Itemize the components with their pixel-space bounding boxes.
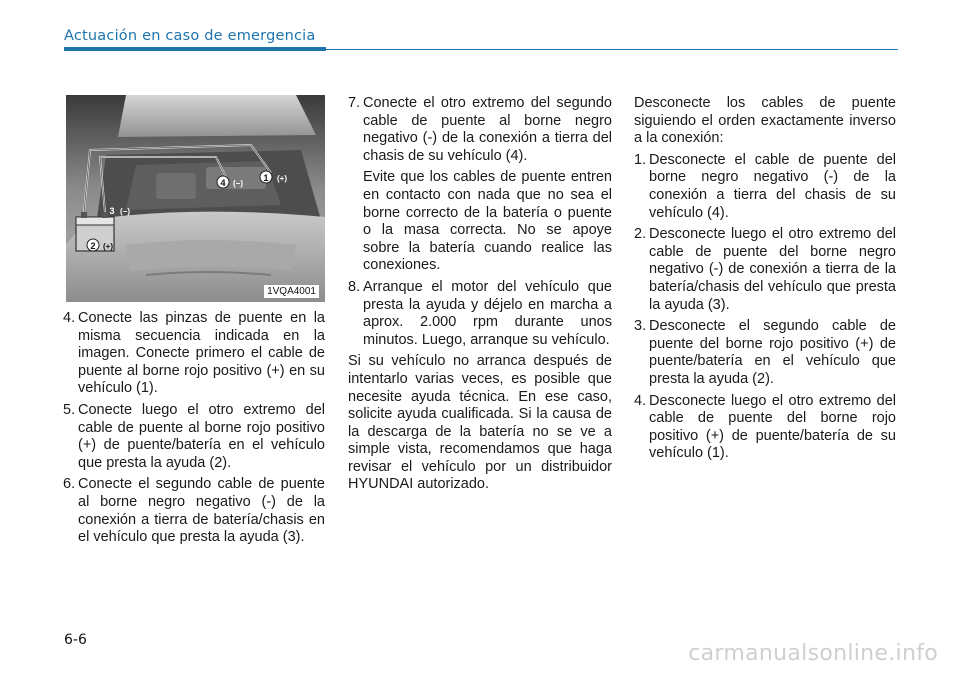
- step-7-note: Evite que los cables de puente entren en contacto con nada que no sea el borne correcto de la batería o puente o la masa correcta. No se apoye sobre la batería cuando realice las conexiones.: [363, 169, 612, 274]
- column-1: [63, 310, 325, 551]
- step-number: 1.: [634, 151, 647, 168]
- engine-bay-drawing: [66, 95, 325, 302]
- jump-start-illustration: [66, 95, 325, 302]
- disconnect-step-1: [634, 152, 896, 222]
- step-4: [63, 310, 325, 398]
- step-7: [348, 95, 612, 165]
- marker-4-num: 4: [220, 178, 226, 188]
- marker-2-sign: (+): [103, 242, 113, 251]
- marker-3-sign: (−): [120, 207, 130, 216]
- disconnect-step-4: [634, 393, 896, 463]
- disconnect-intro: Desconecte los cables de puente siguiendo el orden exactamente inverso a la conexión:: [634, 95, 896, 147]
- figure-code: 1VQA4001: [264, 285, 319, 298]
- section-title: Actuación en caso de emergencia: [64, 28, 316, 44]
- disconnect-step-3: [634, 318, 896, 388]
- step-number: 3.: [634, 318, 647, 335]
- page-number: 6-6: [64, 632, 87, 648]
- step-number: 4.: [63, 310, 76, 326]
- header-rule: [326, 49, 898, 50]
- step-number: 4.: [634, 392, 647, 409]
- step-6: [63, 476, 325, 546]
- step-text: Arranque el motor del vehículo que presta la ayuda y déjelo en marcha a aprox. 2.000 rpm durante unos minutos. Luego, arranque su vehículo.: [363, 278, 612, 348]
- step-text: Desconecte el segundo cable de puente del borne rojo positivo (+) de puente/batería en el vehículo que presta la ayuda (2).: [649, 318, 896, 387]
- step-text: Conecte luego el otro extremo del cable de puente al borne rojo positivo (+) de puente/batería en el vehículo que presta la ayuda (2).: [78, 401, 325, 471]
- disconnect-step-2: [634, 226, 896, 314]
- step-text: Desconecte luego el otro extremo del cable de puente del borne rojo positivo (+) de puente/batería de su vehículo (1).: [649, 392, 896, 462]
- marker-3: [109, 206, 130, 216]
- step-number: 6.: [63, 476, 76, 493]
- step-text: Conecte el otro extremo del segundo cable de puente al borne negro negativo (-) de la conexión a tierra del chasis de su vehículo (4).: [363, 95, 612, 164]
- step-number: 8.: [348, 278, 361, 295]
- step-number: 2.: [634, 226, 647, 243]
- step-text: Conecte las pinzas de puente en la misma secuencia indicada en la imagen. Conecte primero el cable de puente al borne rojo positivo (+) en su vehículo (1).: [78, 310, 325, 397]
- marker-4-sign: (−): [233, 179, 243, 188]
- advice-paragraph: Si su vehículo no arranca después de intentarlo varias veces, es posible que necesite ayuda técnica. En ese caso, solicite ayuda cualificada. Si la causa de la descarga de la batería no se ve a simple vista, recomendamos que haga revisar el vehículo por un distribuidor HYUNDAI autorizado.: [348, 353, 612, 493]
- step-5: [63, 402, 325, 472]
- column-3: [634, 95, 896, 467]
- header-rule-accent: [64, 47, 326, 51]
- step-number: 5.: [63, 401, 76, 418]
- step-text: Desconecte el cable de puente del borne negro negativo (-) de la conexión a tierra del chasis de su vehículo (4).: [649, 151, 896, 221]
- marker-3-num: 3: [109, 206, 115, 216]
- step-text: Conecte el segundo cable de puente al borne negro negativo (-) de la conexión a tierra de batería/chasis en el vehículo que presta la ayuda (3).: [78, 476, 325, 546]
- column-2: [348, 95, 612, 498]
- step-text: Desconecte luego el otro extremo del cable de puente del borne negro negativo (-) de conexión a tierra de la batería/chasis del vehículo que presta la ayuda (3).: [649, 226, 896, 313]
- marker-1-num: 1: [263, 173, 269, 183]
- step-8: [348, 279, 612, 349]
- watermark: carmanualsonline.info: [688, 641, 938, 666]
- marker-1-sign: (+): [277, 174, 287, 183]
- step-number: 7.: [348, 95, 361, 111]
- marker-2-num: 2: [90, 241, 96, 251]
